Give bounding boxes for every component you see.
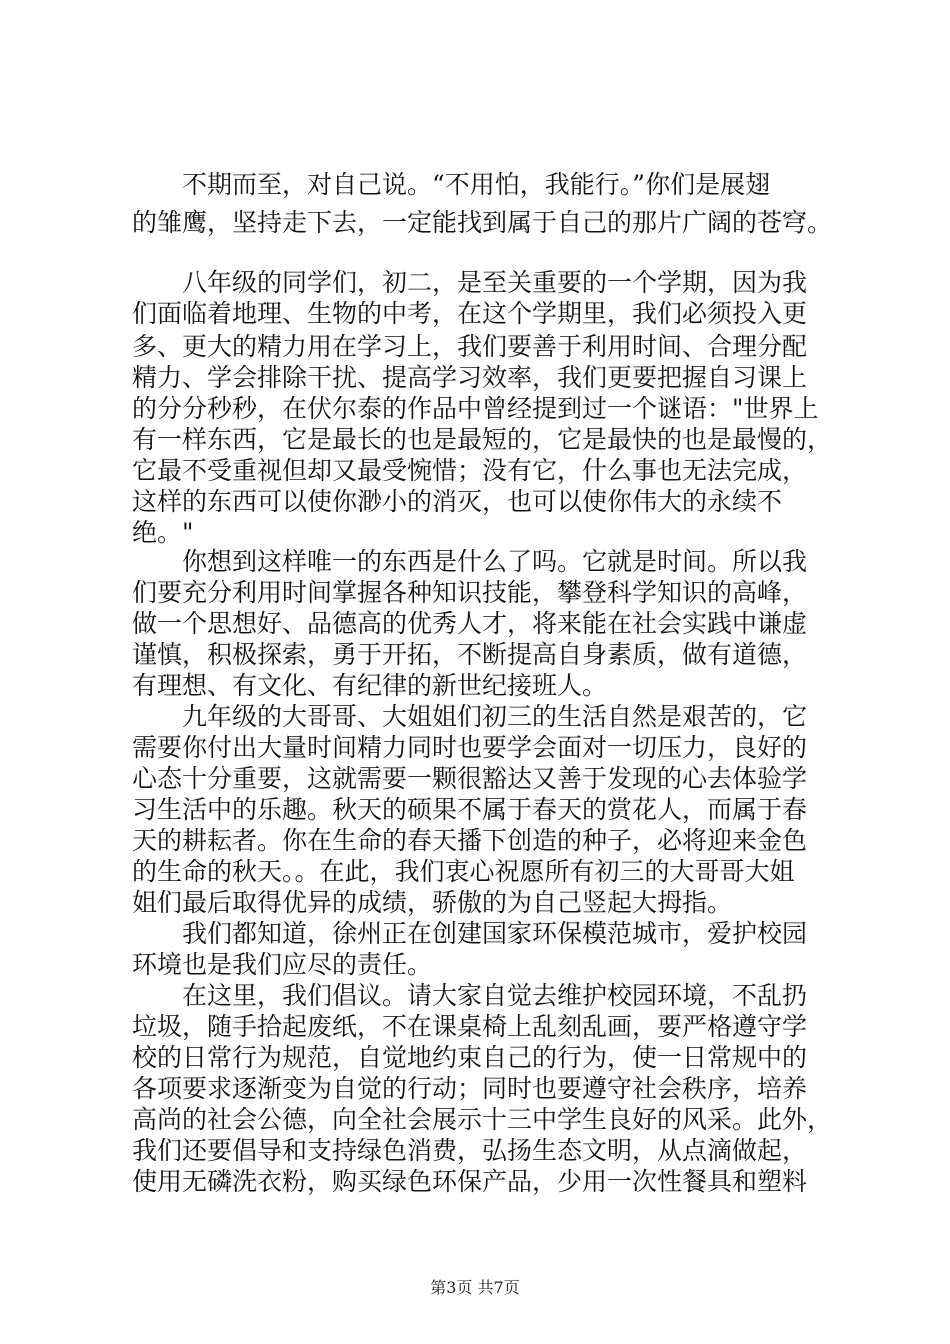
- paragraph-6-line: 校的日常行为规范，自觉地约束自己的行为，使一日常规中的: [132, 1043, 808, 1072]
- paragraph-6-line: 使用无磷洗衣粉，购买绿色环保产品，少用一次性餐具和塑料: [132, 1167, 808, 1196]
- paragraph-2-line: 有一样东西，它是最长的也是最短的，它是最快的也是最慢的，: [132, 425, 833, 454]
- paragraph-4-line: 姐们最后取得优异的成绩，骄傲的为自己竖起大拇指。: [132, 888, 733, 917]
- paragraph-6-line: 各项要求逐渐变为自觉的行动；同时也要遵守社会秩序，培养: [132, 1074, 808, 1103]
- paragraph-6-line: 垃圾，随手拾起废纸，不在课桌椅上乱刻乱画，要严格遵守学: [132, 1012, 808, 1041]
- paragraph-6-line: 我们还要倡导和支持绿色消费，弘扬生态文明，从点滴做起，: [132, 1136, 808, 1165]
- paragraph-3-line: 有理想、有文化、有纪律的新世纪接班人。: [132, 671, 608, 700]
- paragraph-3-line: 们要充分利用时间掌握各种知识技能，攀登科学知识的高峰，: [132, 578, 808, 607]
- paragraph-2-line: 这样的东西可以使你渺小的消灭，也可以使你伟大的永续不: [132, 487, 783, 516]
- paragraph-6-line: 在这里，我们倡议。请大家自觉去维护校园环境，不乱扔: [182, 981, 808, 1010]
- paragraph-5-line: 环境也是我们应尽的责任。: [132, 950, 433, 979]
- paragraph-2-line: 绝。": [132, 518, 194, 547]
- paragraph-4-line: 心态十分重要，这就需要一颗很豁达又善于发现的心去体验学: [132, 764, 808, 793]
- paragraph-6-line: 高尚的社会公德，向全社会展示十三中学生良好的风采。此外，: [132, 1105, 833, 1134]
- paragraph-3-line: 做一个思想好、品德高的优秀人才，将来能在社会实践中谦虚: [132, 609, 808, 638]
- paragraph-3-line: 你想到这样唯一的东西是什么了吗。它就是时间。所以我: [182, 547, 808, 576]
- page-footer: 第3页 共7页: [430, 1278, 520, 1297]
- paragraph-2-line: 的分分秒秒，在伏尔泰的作品中曾经提到过一个谜语："世界上: [132, 394, 819, 423]
- paragraph-4-line: 天的耕耘者。你在生命的春天播下创造的种子，必将迎来金色: [132, 826, 808, 855]
- paragraph-4-line: 需要你付出大量时间精力同时也要学会面对一切压力，良好的: [132, 733, 808, 762]
- paragraph-3-line: 谨慎，积极探索，勇于开拓，不断提高自身素质，做有道德，: [132, 640, 808, 669]
- paragraph-4-line: 九年级的大哥哥、大姐姐们初三的生活自然是艰苦的，它: [182, 702, 808, 731]
- paragraph-2-line: 八年级的同学们，初二，是至关重要的一个学期，因为我: [182, 268, 808, 297]
- paragraph-2-line: 多、更大的精力用在学习上，我们要善于利用时间、合理分配: [132, 332, 808, 361]
- paragraph-2-line: 它最不受重视但却又最受惋惜；没有它，什么事也无法完成，: [132, 456, 808, 485]
- paragraph-5-line: 我们都知道，徐州正在创建国家环保模范城市，爱护校园: [182, 919, 808, 948]
- paragraph-2-line: 们面临着地理、生物的中考，在这个学期里，我们必须投入更: [132, 299, 808, 328]
- paragraph-1-line: 的雏鹰，坚持走下去，一定能找到属于自己的那片广阔的苍穹。: [132, 208, 833, 237]
- paragraph-4-line: 习生活中的乐趣。秋天的硕果不属于春天的赏花人，而属于春: [132, 795, 808, 824]
- paragraph-4-line: 的生命的秋天。。在此，我们衷心祝愿所有初三的大哥哥大姐: [132, 857, 795, 886]
- paragraph-2-line: 精力、学会排除干扰、提高学习效率，我们更要把握自习课上: [132, 363, 808, 392]
- paragraph-1-line: 不期而至，对自己说。“不用怕，我能行。”你们是展翅: [182, 170, 771, 199]
